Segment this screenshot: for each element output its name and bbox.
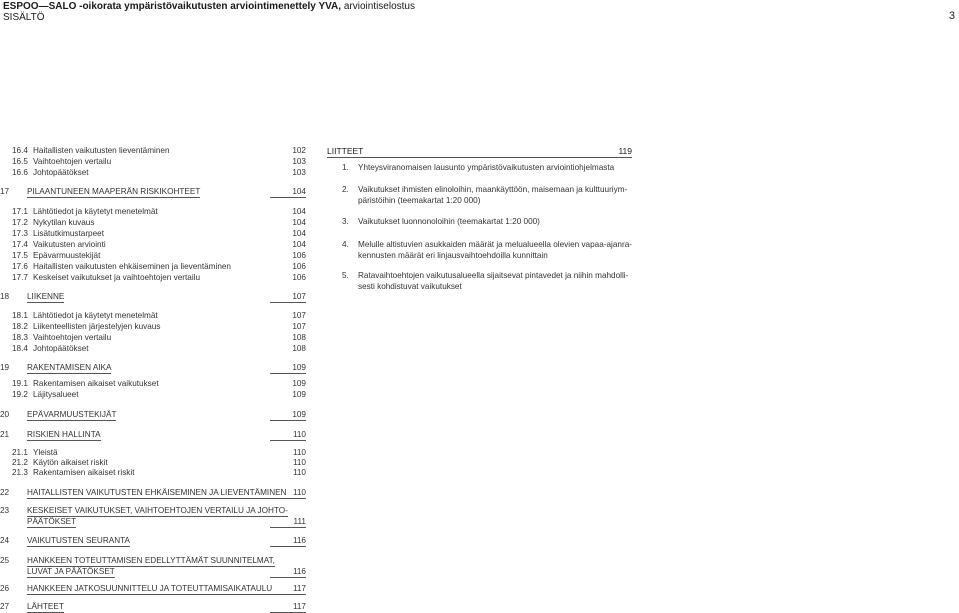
toc-entry-number: 21.3 (12, 468, 28, 477)
toc-entry-page: 109 (292, 390, 306, 399)
toc-entry-number: 24 (0, 536, 10, 545)
toc-entry-title: Keskeiset vaikutukset ja vaihtoehtojen vertailu (33, 273, 201, 282)
toc-entry-number: 20 (0, 410, 10, 419)
toc-entry-number: 17.7 (12, 273, 28, 282)
toc-entry-title: Vaihtoehtojen vertailu (33, 157, 112, 166)
toc-entry-page: 106 (292, 251, 306, 260)
appendix-item-number: 4. (342, 240, 349, 249)
toc-entry-title: RAKENTAMISEN AIKA (27, 363, 112, 372)
toc-entry-title: Vaikutusten arviointi (33, 240, 106, 249)
toc-entry-page: 110 (270, 488, 306, 499)
appendix-item-title: Vaikutukset luonnonoloihin (teemakartat 1:20 000) (358, 217, 540, 226)
appendix-item-number: 3. (342, 217, 349, 226)
toc-entry-title: Vaihtoehtojen vertailu (33, 333, 112, 342)
toc-entry-page: 111 (270, 517, 306, 528)
toc-entry-number: 18.2 (12, 322, 28, 331)
toc-entry-title-continued: LUVAT JA PÄÄTÖKSET (27, 567, 115, 576)
toc-entry-page: 110 (292, 448, 306, 457)
appendix-item-title-continued: sesti kohdistuvat vaikutukset (358, 282, 462, 291)
toc-entry-number: 19.1 (12, 379, 28, 388)
toc-entry-page: 110 (292, 468, 306, 477)
toc-entry-title: Johtopäätökset (33, 344, 89, 353)
toc-entry-page: 104 (292, 229, 306, 238)
toc-entry-number: 16.6 (12, 168, 28, 177)
toc-entry-title: LÄHTEET (27, 602, 64, 611)
appendix-item (342, 216, 652, 227)
toc-entry-title: Lisätutkimustarpeet (33, 229, 104, 238)
toc-entry-title: HAITALLISTEN VAIKUTUSTEN EHKÄISEMINEN JA LIEVENTÄMINEN (27, 488, 287, 497)
toc-entry-page: 116 (270, 567, 306, 578)
toc-entry-title: Nykytilan kuvaus (33, 218, 95, 227)
toc-entry-number: 26 (0, 584, 10, 593)
toc-entry-title: LIIKENNE (27, 292, 65, 301)
document-title: ESPOO—SALO -oikorata ympäristövaikutusten arviointimenettely YVA, arviointiselostus (3, 1, 415, 12)
toc-entry-title: PILAANTUNEEN MAAPERÄN RISKIKOHTEET (27, 187, 201, 196)
toc-entry-title: Käytön aikaiset riskit (33, 458, 108, 467)
toc-entry-number: 17.3 (12, 229, 28, 238)
toc-entry-title-continued: PÄÄTÖKSET (27, 517, 77, 526)
toc-entry-page: 110 (292, 458, 306, 467)
toc-entry-number: 21 (0, 430, 10, 439)
toc-entry-page: 110 (270, 430, 306, 441)
toc-entry-title: Läjitysalueet (33, 390, 79, 399)
appendix-item-title: Vaikutukset ihmisten elinoloihin, maankäyttöön, maisemaan ja kulttuuriym- (358, 185, 628, 194)
appendix-heading: LIITTEET 119 (327, 146, 632, 156)
toc-entry-page: 109 (270, 410, 306, 421)
toc-entry-number: 22 (0, 488, 10, 497)
appendix-item-title-continued: kennusten määrät eri linjausvaihtoehdoilla kunnittain (358, 251, 548, 260)
toc-entry-title: Lähtötiedot ja käytetyt menetelmät (33, 207, 158, 216)
toc-entry-number: 18.4 (12, 344, 28, 353)
appendix-item (342, 239, 652, 261)
toc-entry-title: HANKKEEN TOTEUTTAMISEN EDELLYTTÄMÄT SUUNNITELMAT, (27, 556, 275, 565)
toc-entry-title: Liikenteellisten järjestelyjen kuvaus (33, 322, 161, 331)
toc-entry-page: 109 (270, 363, 306, 374)
toc-entry-number: 25 (0, 556, 10, 565)
toc-entry-title: Yleistä (33, 448, 58, 457)
toc-entry-page: 108 (292, 344, 306, 353)
toc-entry-page: 117 (270, 602, 306, 613)
toc-entry-title: Lähtötiedot ja käytetyt menetelmät (33, 311, 158, 320)
toc-entry-number: 18 (0, 292, 10, 301)
toc-entry-title: Haitallisten vaikutusten lieventäminen (33, 146, 170, 155)
toc-entry-page: 107 (292, 322, 306, 331)
toc-entry-page: 102 (292, 146, 306, 155)
toc-entry-title: Rakentamisen aikaiset vaikutukset (33, 379, 159, 388)
toc-entry-number: 18.1 (12, 311, 28, 320)
toc-entry-page: 103 (292, 168, 306, 177)
toc-entry-number: 17.1 (12, 207, 28, 216)
toc-entry-title: KESKEISET VAIKUTUKSET, VAIHTOEHTOJEN VERTAILU JA JOHTO- (27, 506, 288, 515)
toc-entry-page: 107 (292, 311, 306, 320)
toc-entry-page: 106 (292, 262, 306, 271)
toc-entry-number: 17.5 (12, 251, 28, 260)
toc-entry-page: 103 (292, 157, 306, 166)
toc-entry-page: 104 (292, 240, 306, 249)
toc-entry-page: 109 (292, 379, 306, 388)
toc-entry-number: 17.2 (12, 218, 28, 227)
appendix-item (342, 270, 652, 292)
toc-entry-page: 108 (292, 333, 306, 342)
appendix-item-title: Ratavaihtoehtojen vaikutusalueella sijaitsevat pintavedet ja niihin mahdolli- (358, 271, 629, 280)
toc-entry-page: 104 (292, 218, 306, 227)
appendix-item-number: 1. (342, 163, 349, 172)
toc-entry-number: 17.6 (12, 262, 28, 271)
toc-entry-page: 106 (292, 273, 306, 282)
toc-entry-number: 27 (0, 602, 10, 611)
appendix-item-title: Melulle altistuvien asukkaiden määrät ja melualueella olevien vapaa-ajanra- (358, 240, 632, 249)
toc-entry-number: 16.4 (12, 146, 28, 155)
toc-entry-title: Rakentamisen aikaiset riskit (33, 468, 135, 477)
toc-entry-title: Johtopäätökset (33, 168, 89, 177)
toc-entry-title: Haitallisten vaikutusten ehkäiseminen ja lieventäminen (33, 262, 231, 271)
toc-entry-number: 19.2 (12, 390, 28, 399)
toc-entry-title: VAIKUTUSTEN SEURANTA (27, 536, 130, 545)
toc-entry-number: 19 (0, 363, 10, 372)
appendix-item (342, 162, 652, 173)
appendix-item-number: 5. (342, 271, 349, 280)
toc-entry-title: Epävarmuustekijät (33, 251, 101, 260)
toc-entry-number: 21.2 (12, 458, 28, 467)
toc-entry-page: 104 (270, 187, 306, 198)
toc-entry-number: 17.4 (12, 240, 28, 249)
toc-entry-number: 23 (0, 506, 10, 515)
toc-entry-title: EPÄVARMUUSTEKIJÄT (27, 410, 117, 419)
toc-entry-title: RISKIEN HALLINTA (27, 430, 101, 439)
toc-entry-page: 104 (292, 207, 306, 216)
toc-entry-number: 16.5 (12, 157, 28, 166)
page-number: 3 (948, 10, 955, 22)
toc-entry-number: 17 (0, 187, 10, 196)
appendix-item (342, 184, 652, 206)
toc-entry-number: 18.3 (12, 333, 28, 342)
toc-entry-page: 107 (270, 292, 306, 303)
section-title: SISÄLTÖ (3, 12, 45, 23)
toc-entry-page: 116 (270, 536, 306, 547)
toc-entry-title: HANKKEEN JATKOSUUNNITTELU JA TOTEUTTAMISAIKATAULU (27, 584, 273, 593)
appendix-item-number: 2. (342, 185, 349, 194)
appendix-item-title-continued: päristöihin (teemakartat 1:20 000) (358, 196, 481, 205)
appendix-item-title: Yhteysviranomaisen lausunto ympäristövaikutusten arviointiohjelmasta (358, 163, 615, 172)
toc-entry-page: 117 (270, 584, 306, 595)
toc-entry-number: 21.1 (12, 448, 28, 457)
